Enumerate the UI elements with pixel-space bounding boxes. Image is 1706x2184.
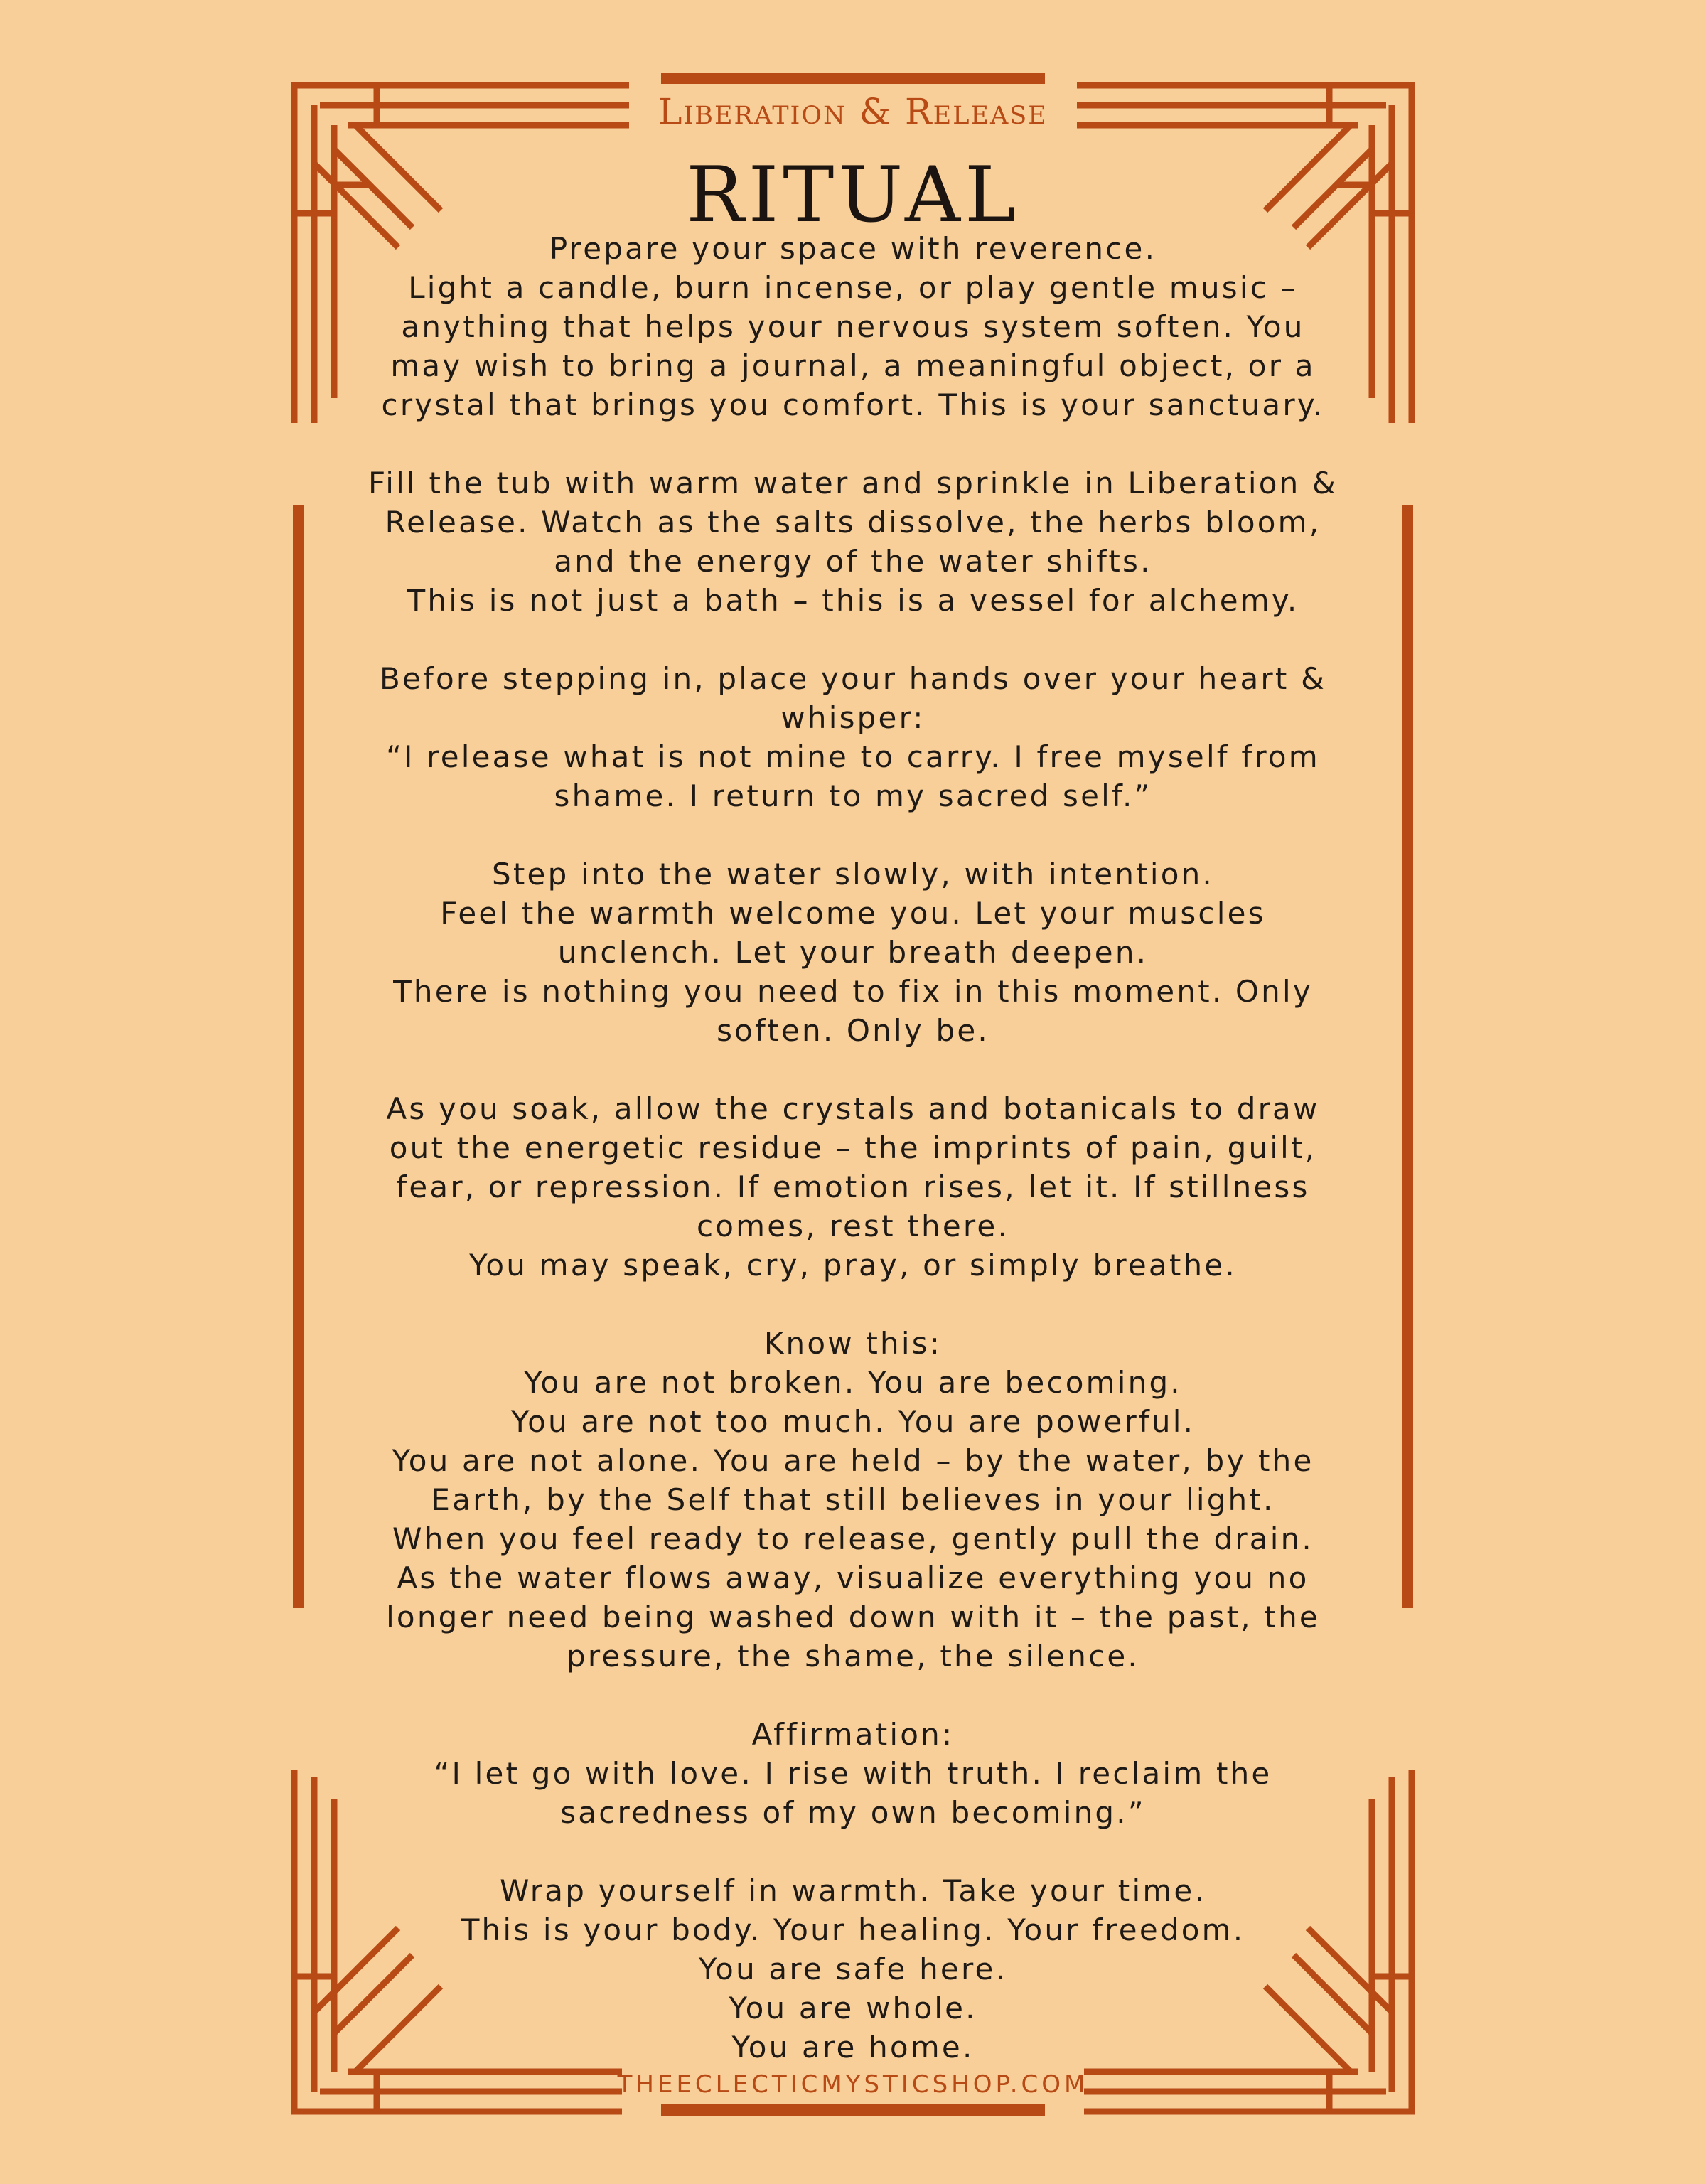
text-line: anything that helps your nervous system soften. You [401,309,1305,344]
text-line: and the energy of the water shifts. [554,544,1152,579]
ritual-subtitle: Liberation & Release [658,91,1048,132]
text-line: longer need being washed down with it – the past, the [386,1600,1320,1634]
text-line: Know this: [763,1326,943,1361]
text-line: As the water flows away, visualize everything you no [397,1561,1309,1595]
text-line: You are not alone. You are held – by the water, by the [392,1443,1314,1478]
text-line: out the energetic residue – the imprints of pain, guilt, [389,1130,1317,1165]
text-line: crystal that brings you comfort. This is your sanctuary. [381,387,1325,422]
text-line: Step into the water slowly, with intention. [492,857,1214,892]
page-title: RITUAL [686,151,1020,240]
ritual-instructions [299,229,1407,2067]
text-line: Before stepping in, place your hands over your heart & [379,661,1327,696]
text-line: “I release what is not mine to carry. I free myself from [386,739,1320,774]
text-line: Light a candle, burn incense, or play gentle music – [408,270,1298,305]
text-line: You are home. [731,2030,975,2065]
text-line: comes, rest there. [696,1209,1010,1243]
paragraph [299,855,1407,1050]
text-line: Affirmation: [751,1717,955,1752]
text-line: sacredness of my own becoming.” [560,1795,1146,1830]
text-line: There is nothing you need to fix in this moment. Only [393,974,1313,1009]
text-line: As you soak, allow the crystals and botanicals to draw [386,1091,1320,1126]
text-line: You are safe here. [698,1952,1008,1986]
text-line: whisper: [780,700,926,735]
paragraph [299,1871,1407,2067]
text-line: Release. Watch as the salts dissolve, the herbs bloom, [385,505,1321,540]
text-line: may wish to bring a journal, a meaningful object, or a [390,348,1316,383]
text-line: shame. I return to my sacred self.” [554,778,1152,813]
text-line: Fill the tub with warm water and sprinkle in Liberation & [368,466,1338,500]
text-line: fear, or repression. If emotion rises, let it. If stillness [396,1169,1310,1204]
paragraph [299,1324,1407,1676]
text-line: When you feel ready to release, gently pull the drain. [392,1521,1314,1556]
text-line: unclench. Let your breath deepen. [557,935,1149,970]
paragraph [299,659,1407,815]
text-line: You are not broken. You are becoming. [524,1365,1182,1400]
text-line: Prepare your space with reverence. [549,231,1157,266]
text-line: “I let go with love. I rise with truth. I reclaim the [434,1756,1272,1791]
paragraph [299,229,1407,424]
text-line: Wrap yourself in warmth. Take your time. [499,1873,1207,1908]
paragraph [299,1715,1407,1832]
text-line: You are whole. [729,1991,977,2025]
text-line: This is your body. Your healing. Your freedom. [461,1912,1245,1947]
text-line: Feel the warmth welcome you. Let your muscles [440,896,1266,931]
paragraph [299,1089,1407,1285]
website-url: THEECLECTICMYSTICSHOP.COM [617,2070,1089,2099]
text-line: This is not just a bath – this is a vessel for alchemy. [407,583,1299,618]
text-line: pressure, the shame, the silence. [567,1639,1139,1674]
paragraph [299,464,1407,620]
text-line: soften. Only be. [717,1013,989,1048]
text-line: Earth, by the Self that still believes in your light. [431,1482,1275,1517]
text-line: You are not too much. You are powerful. [510,1404,1196,1439]
text-line: You may speak, cry, pray, or simply breathe. [469,1248,1237,1283]
